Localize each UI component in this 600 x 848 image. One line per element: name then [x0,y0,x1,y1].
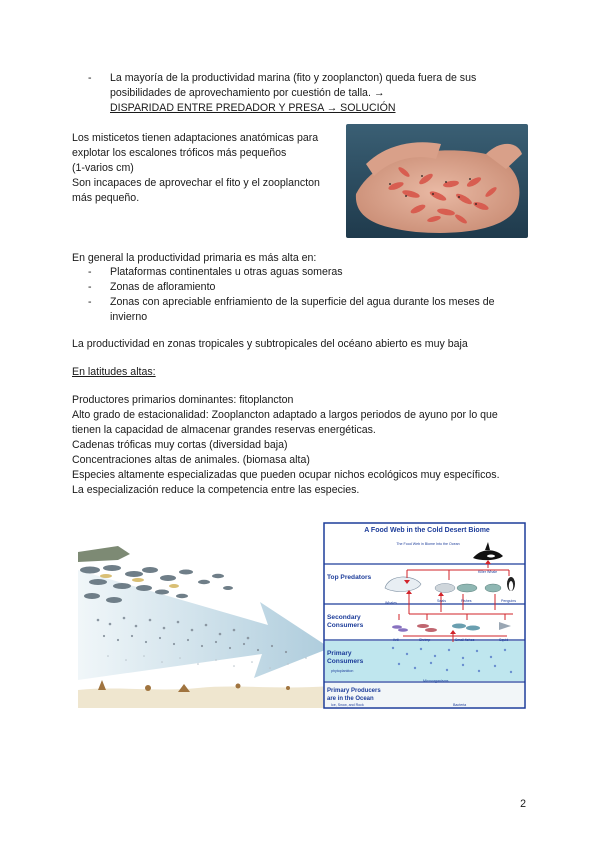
label-ice-snow-rock: Ice, Snow, and Rock [331,703,364,707]
misticetos-line-1: Los misticetos tienen adaptaciones anatómicas para [72,132,319,144]
label-squid: Squid [499,638,509,642]
label-small-fishes: Small fishes [455,638,475,642]
level-primary-consumers: Primary Consumers [327,650,364,665]
misticetos-paragraph [72,131,342,206]
bullet-line-2: posibilidades de aprovechamiento por cuestión de talla. → [110,87,385,99]
bullet-dash: - [88,72,92,84]
latitudes-heading: En latitudes altas: [72,366,156,378]
list-item-text: Plataformas continentales u otras aguas someras [110,266,343,278]
list-item-text: Zonas de afloramiento [110,281,216,293]
label-microorganisms: Microorganisms [423,679,449,683]
list-item-text-line-2: invierno [110,311,148,323]
krill-hand-photo [346,124,528,238]
page-number: 2 [520,798,526,810]
bullet-line-1: La mayoría de la productividad marina (fito y zooplancton) queda fuera de sus [110,72,477,84]
label-phytoplankton: phytoplankton [331,669,354,673]
list-item [88,265,528,280]
latitudes-line-4: Cadenas tróficas muy cortas (diversidad baja) [72,439,288,451]
latitudes-paragraph [72,393,542,498]
label-shrimp: Shrimp [419,638,431,642]
label-whales: Whales [385,601,397,605]
tropical-paragraph: La productividad en zonas tropicales y subtropicales del océano abierto es muy baja [72,338,468,350]
level-secondary-consumers: Secondary Consumers [327,614,364,629]
bullet-disparidad [88,71,528,116]
bullet-dash: - [88,266,92,278]
misticetos-line-3: (1-varios cm) [72,162,134,174]
bullet-dash: - [88,296,92,308]
latitudes-line-7: La especialización reduce la competencia entre las especies. [72,484,360,496]
label-seals: Seals [437,599,446,603]
latitudes-line-1: Productores primarios dominantes: fitoplancton [72,394,294,406]
misticetos-line-5: más pequeño. [72,192,140,204]
level-top-predators: Top Predators [327,574,372,581]
food-web-subtitle: The Food Web in Biome Into the Ocean [396,542,460,546]
bullet-dash: - [88,281,92,293]
productividad-intro: En general la productividad primaria es más alta en: [72,252,317,264]
misticetos-line-2: explotar los escalones tróficos más pequeños [72,147,287,159]
misticetos-line-4: Son incapaces de aprovechar el fito y el zooplancton [72,177,320,189]
food-web-diagram [323,522,526,709]
trophic-pyramid-illustration [78,530,330,708]
list-item-text-line-1: Zonas con apreciable enfriamiento de la superficie del agua durante los meses de [110,296,495,308]
label-krill: Krill [393,638,399,642]
latitudes-line-3: tienen la capacidad de almacenar grandes reservas energéticas. [72,424,376,436]
level-primary-producers: Primary Producers are in the Ocean [327,688,381,702]
latitudes-line-2: Alto grado de estacionalidad: Zooplancton adaptado a largos periodos de ayuno por lo que [72,409,498,421]
list-item [88,280,528,295]
label-fishes: Fishes [461,599,472,603]
list-item [88,295,528,325]
label-killer-whale: Killer Whale [478,570,498,574]
label-penguins: Penguins [501,599,516,603]
label-bacteria: Bacteria [453,703,467,707]
latitudes-line-5: Concentraciones altas de animales. (biomasa alta) [72,454,310,466]
food-web-title: A Food Web in the Cold Desert Biome [364,527,490,534]
latitudes-line-6: Especies altamente especializadas que pueden ocupar nichos ecológicos muy específicos. [72,469,500,481]
bullet-line-3-underlined: DISPARIDAD ENTRE PREDADOR Y PRESA → SOLUCIÓN [110,102,396,114]
